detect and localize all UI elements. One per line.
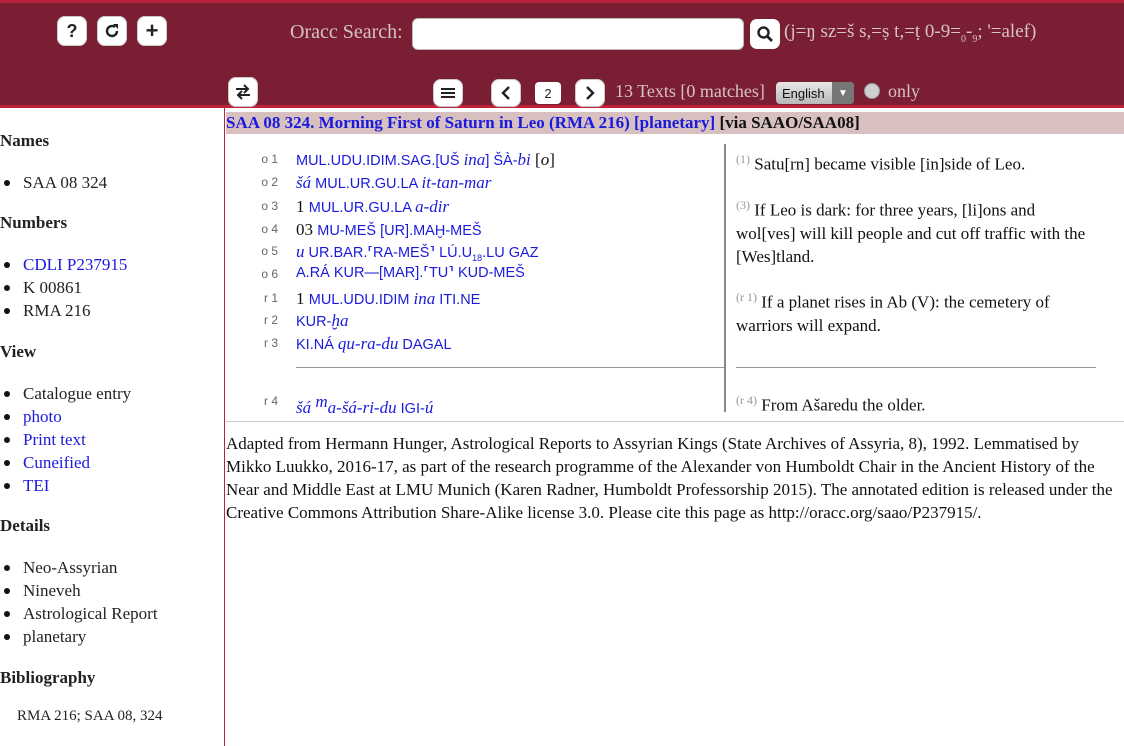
- numbers-list: [0, 253, 127, 322]
- tei-link[interactable]: TEI: [23, 476, 50, 495]
- only-checkbox[interactable]: [864, 83, 880, 99]
- names-heading: Names: [0, 131, 50, 150]
- translit-line: o 5 u UR.BAR.⸢RA-MEŠ⸣ $LÚ.U_{18}.LU$ GAZ: [261, 242, 539, 263]
- list-item: K 00861: [0, 276, 127, 299]
- section-rule-left: [296, 367, 724, 368]
- title-link[interactable]: SAA 08 324. Morning First of Saturn in Leo (RMA 216) [planetary]: [226, 113, 716, 132]
- translit-line: o 3 1 MUL.UR.GU.LA a-dir: [261, 197, 450, 216]
- view-heading: View: [0, 342, 37, 361]
- translit-line: o 2 šá MUL.UR.GU.LA it-tan-mar: [261, 173, 492, 192]
- list-item: Astrological Report: [0, 602, 158, 625]
- chevron-right-icon: [584, 86, 596, 100]
- numbers-heading: Numbers: [0, 213, 68, 232]
- menu-icon: [441, 87, 455, 99]
- citation-footnote: Adapted from Hermann Hunger, Astrological Reports to Assyrian Kings (State Archives of Assyria, 8), 1992. Lemmatised by Mikko Luukko, 2016-17, as part of the research programme of the Alexander von Humboldt Chair in the Ancient History of the Near and Middle East at LMU Munich (Karen Radner, Humboldt Professorship 2015). The annotated edition is released under the Creative Commons Attribution Share-Alike license 3.0. Please cite this page as http://oracc.org/saao/P237915/.: [226, 434, 1113, 522]
- list-item: [0, 474, 131, 497]
- list-item: [0, 451, 131, 474]
- translit-line: r 3 KI.NÁ qu-ra-du DAGAL: [263, 334, 452, 353]
- swap-icon: [234, 83, 252, 101]
- translit-line: r 4 šá $^m$a-šá-ri-du IGI-ú: [263, 392, 434, 417]
- search-button[interactable]: [750, 19, 780, 49]
- next-page-button[interactable]: [575, 79, 605, 107]
- search-input[interactable]: [412, 18, 744, 50]
- translation-para: $^{(r 1)}$ If a planet rises in Ab (V): the cemetery of warriors will expand.: [736, 290, 1050, 335]
- list-item: Catalogue entry: [0, 382, 131, 405]
- only-label: only: [888, 81, 921, 101]
- header-bar: [0, 0, 1124, 108]
- dropdown-arrow-icon: ▼: [832, 82, 854, 104]
- bibliography-text: RMA 216; SAA 08, 324: [17, 708, 163, 724]
- list-item: planetary: [0, 625, 158, 648]
- translit-line: o 4 03 MU-MEŠ [UR].MAḪ-MEŠ: [261, 220, 482, 239]
- list-item: [0, 405, 131, 428]
- search-icon: [756, 25, 774, 43]
- help-icon: ?: [66, 20, 78, 41]
- translit-line: o 1 MUL.UDU.IDIM.SAG.[UŠ ina] ŠÀ-bi [o]: [261, 150, 555, 169]
- list-item: [0, 428, 131, 451]
- translit-line: r 2 KUR-ḫa: [263, 311, 349, 330]
- list-item: Neo-Assyrian: [0, 556, 158, 579]
- add-button[interactable]: [137, 16, 167, 46]
- refresh-button[interactable]: [97, 16, 127, 46]
- search-hint: (j=ŋ sz=š s,=ṣ t,=ṭ $0-9=_0-_9$; '=alef): [784, 21, 1037, 45]
- section-rule-right: [736, 367, 1096, 368]
- details-list: [0, 556, 158, 648]
- refresh-icon: [103, 22, 121, 40]
- language-select[interactable]: [776, 82, 854, 104]
- list-item: Nineveh: [0, 579, 158, 602]
- search-label: Oracc Search:: [290, 21, 403, 43]
- details-heading: Details: [0, 516, 51, 535]
- print-text-link[interactable]: Print text: [23, 430, 86, 449]
- menu-button[interactable]: [433, 79, 463, 107]
- translation-para: $^{(r 4)}$ From Ašaredu the older.: [736, 393, 926, 415]
- translit-line: o 6 A.RÁ KUR—[MAR].⸢TU⸣ KUD-MEŠ: [261, 265, 525, 281]
- help-button[interactable]: [57, 16, 87, 46]
- chevron-left-icon: [500, 86, 512, 100]
- translation-para: $^{(1)}$ Satu[rn] became visible [in]side of Leo.: [736, 152, 1026, 174]
- photo-link[interactable]: photo: [23, 407, 62, 426]
- plus-icon: +: [145, 18, 159, 43]
- translation-para: $^{(3)}$ If Leo is dark: for three years, [li]ons and wol[ves] will kill people and cut off traffic with the [Wes]tland.: [736, 198, 1086, 266]
- cdli-link[interactable]: CDLI P237915: [23, 255, 128, 274]
- view-list: [0, 382, 131, 497]
- names-list: [0, 171, 107, 194]
- title-via: [via SAAO/SAA08]: [715, 113, 860, 132]
- translit-line: r 1 1 MUL.UDU.IDIM ina ITI.NE: [263, 289, 481, 308]
- list-item: [0, 253, 127, 276]
- column-divider: [724, 144, 726, 412]
- text-title: [226, 112, 1124, 134]
- swap-button[interactable]: [228, 77, 258, 107]
- language-value: English: [782, 86, 825, 101]
- cuneified-link[interactable]: Cuneified: [23, 453, 91, 472]
- prev-page-button[interactable]: [491, 79, 521, 107]
- sidebar: [0, 108, 225, 746]
- page-number[interactable]: 2: [535, 82, 561, 104]
- list-item: RMA 216: [0, 299, 127, 322]
- texts-count: 13 Texts [0 matches]: [615, 81, 765, 101]
- list-item: SAA 08 324: [0, 171, 107, 194]
- bottom-rule: [226, 421, 1124, 422]
- bibliography-heading: Bibliography: [0, 668, 96, 687]
